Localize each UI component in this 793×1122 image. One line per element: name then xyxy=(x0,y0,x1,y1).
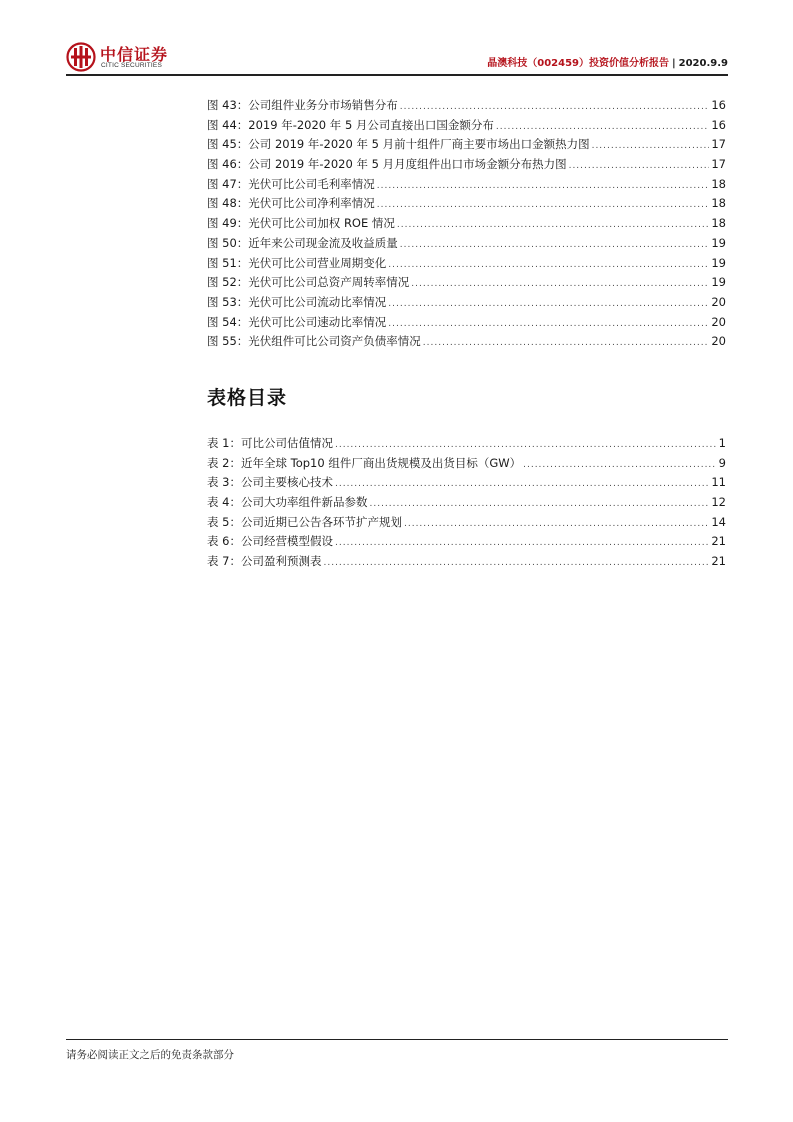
toc-entry-label: 图 55：光伏组件可比公司资产负债率情况 xyxy=(207,334,421,349)
toc-entry-label: 图 53：光伏可比公司流动比率情况 xyxy=(207,294,387,309)
dot-leader xyxy=(592,137,710,157)
table-entry[interactable] xyxy=(207,473,726,493)
dot-leader xyxy=(335,534,709,554)
dot-leader xyxy=(569,157,710,177)
figure-entry[interactable] xyxy=(207,234,726,254)
toc-entry-page: 20 xyxy=(711,334,726,349)
dot-leader xyxy=(369,495,709,515)
toc-entry-page: 11 xyxy=(711,475,726,490)
toc-entry-page: 9 xyxy=(718,455,726,470)
report-title: 晶澳科技（002459）投资价值分析报告 xyxy=(487,58,669,69)
table-entry[interactable] xyxy=(207,454,726,474)
figure-entry[interactable] xyxy=(207,155,726,175)
toc-entry-page: 19 xyxy=(711,275,726,290)
figure-entry[interactable] xyxy=(207,313,726,333)
dot-leader xyxy=(400,236,710,256)
toc-entry-page: 17 xyxy=(711,157,726,172)
figure-entry[interactable] xyxy=(207,273,726,293)
figure-entry[interactable] xyxy=(207,135,726,155)
toc-entry-label: 表 3：公司主要核心技术 xyxy=(207,475,333,490)
figure-entry[interactable] xyxy=(207,332,726,352)
toc-entry-page: 20 xyxy=(711,294,726,309)
toc-entry-label: 表 7：公司盈利预测表 xyxy=(207,554,322,569)
toc-entry-page: 21 xyxy=(711,554,726,569)
toc-entry-page: 20 xyxy=(711,314,726,329)
dot-leader xyxy=(377,177,710,197)
table-entry[interactable] xyxy=(207,493,726,513)
figure-entry[interactable] xyxy=(207,96,726,116)
dot-leader xyxy=(388,295,709,315)
tables-heading: 表格目录 xyxy=(207,387,288,409)
toc-entry-label: 图 54：光伏可比公司速动比率情况 xyxy=(207,314,387,329)
toc-entry-label: 图 43：公司组件业务分市场销售分布 xyxy=(207,98,398,112)
figure-entry[interactable] xyxy=(207,194,726,214)
toc-entry-page: 21 xyxy=(711,534,726,549)
toc-entry-page: 1 xyxy=(718,436,726,450)
toc-entry-page: 18 xyxy=(711,196,726,211)
toc-entry-label: 图 46：公司 2019 年-2020 年 5 月月度组件出口市场金额分布热力图 xyxy=(207,157,567,172)
dot-leader xyxy=(323,554,709,574)
toc-entry-page: 16 xyxy=(711,117,726,132)
toc-entry-label: 表 1：可比公司估值情况 xyxy=(207,436,333,450)
toc-entry-label: 图 49：光伏可比公司加权 ROE 情况 xyxy=(207,216,395,231)
logo-text-en: CITIC SECURITIES xyxy=(101,62,162,69)
toc-entry-label: 表 4：公司大功率组件新品参数 xyxy=(207,495,368,510)
dot-leader xyxy=(377,196,710,216)
table-list xyxy=(207,434,726,572)
toc-entry-label: 图 50：近年来公司现金流及收益质量 xyxy=(207,235,398,250)
toc-entry-label: 图 51：光伏可比公司营业周期变化 xyxy=(207,255,387,270)
toc-entry-page: 19 xyxy=(711,235,726,250)
toc-entry-page: 17 xyxy=(711,137,726,152)
figure-entry[interactable] xyxy=(207,254,726,274)
toc-entry-label: 图 44：2019 年-2020 年 5 月公司直接出口国金额分布 xyxy=(207,117,494,132)
toc-entry-label: 表 5：公司近期已公告各环节扩产规划 xyxy=(207,514,402,529)
report-date: 2020.9.9 xyxy=(678,58,728,69)
title-separator: | xyxy=(671,58,676,69)
header-divider xyxy=(66,74,728,76)
figure-entry[interactable] xyxy=(207,293,726,313)
figure-entry[interactable] xyxy=(207,175,726,195)
toc-entry-page: 18 xyxy=(711,216,726,231)
dot-leader xyxy=(523,456,717,476)
toc-entry-page: 14 xyxy=(711,514,726,529)
footer-divider xyxy=(66,1039,728,1040)
toc-entry-page: 19 xyxy=(711,255,726,270)
dot-leader xyxy=(335,475,709,495)
table-entry[interactable] xyxy=(207,434,726,454)
toc-entry-label: 图 48：光伏可比公司净利率情况 xyxy=(207,196,375,211)
footer-disclaimer: 请务必阅读正文之后的免责条款部分 xyxy=(66,1049,234,1061)
toc-entry-label: 表 6：公司经营模型假设 xyxy=(207,534,333,549)
table-entry[interactable] xyxy=(207,513,726,533)
dot-leader xyxy=(397,216,709,236)
logo-text-cn: 中信证券 xyxy=(100,45,169,64)
dot-leader xyxy=(388,256,709,276)
page-header xyxy=(66,38,728,74)
toc-entry-page: 12 xyxy=(711,495,726,510)
toc-entry-label: 图 52：光伏可比公司总资产周转率情况 xyxy=(207,275,410,290)
toc-entry-label: 图 45：公司 2019 年-2020 年 5 月前十组件厂商主要市场出口金额热力图 xyxy=(207,137,590,152)
dot-leader xyxy=(423,334,710,354)
figure-list xyxy=(207,96,726,352)
figure-entry[interactable] xyxy=(207,116,726,136)
figure-entry[interactable] xyxy=(207,214,726,234)
toc-entry-page: 18 xyxy=(711,176,726,191)
company-logo xyxy=(66,40,206,74)
dot-leader xyxy=(411,275,709,295)
table-entry[interactable] xyxy=(207,532,726,552)
citic-securities-logo-icon xyxy=(66,42,96,72)
toc-entry-page: 16 xyxy=(711,98,726,112)
table-entry[interactable] xyxy=(207,552,726,572)
report-title-line xyxy=(487,54,728,69)
dot-leader xyxy=(404,515,709,535)
toc-entry-label: 图 47：光伏可比公司毛利率情况 xyxy=(207,176,375,191)
toc-entry-label: 表 2：近年全球 Top10 组件厂商出货规模及出货目标（GW） xyxy=(207,455,522,470)
dot-leader xyxy=(388,315,709,335)
